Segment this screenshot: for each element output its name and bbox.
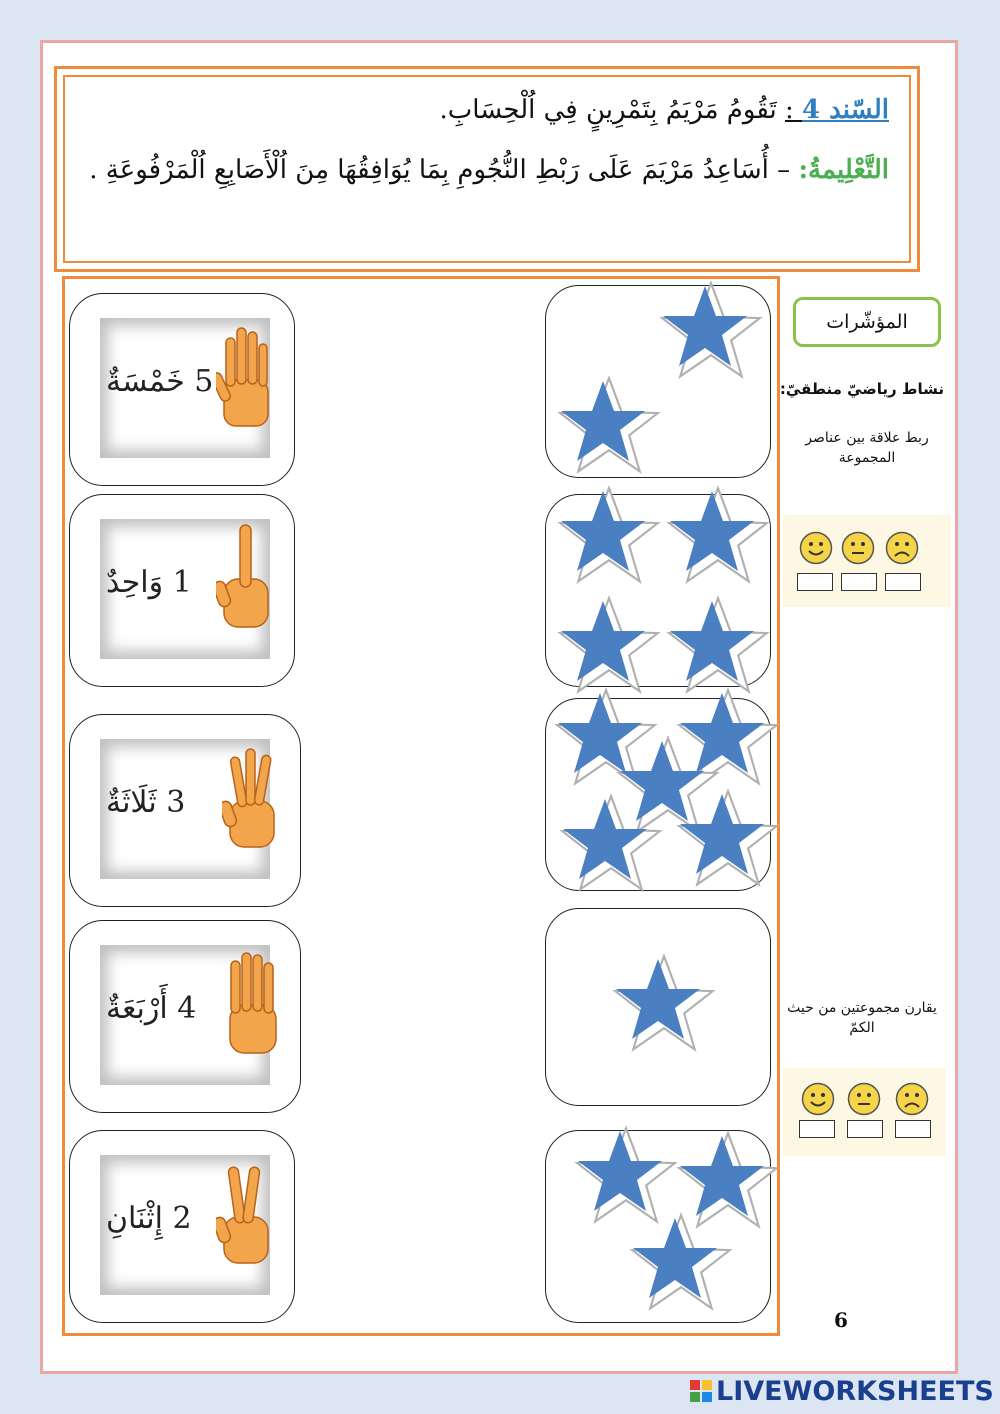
sanad-text: تَقُومُ مَرْيَمُ بِتَمْرِينٍ فِي اُلْحِسَابِ. [439, 95, 785, 125]
rating-checkbox[interactable] [841, 573, 877, 591]
star-card-four[interactable] [545, 494, 771, 687]
hand-card-label: 5 خَمْسَةٌ [106, 364, 214, 399]
hand-card-label: 1 وَاحِدٌ [106, 565, 192, 600]
rating-checkbox[interactable] [847, 1120, 883, 1138]
instruction-label: التَّعْلِيمةُ: [798, 155, 889, 185]
happy-face-icon[interactable] [801, 1082, 835, 1116]
star-card-five[interactable] [545, 698, 771, 891]
sanad-label: السّند 4 [802, 95, 889, 125]
instruction-box [54, 66, 920, 272]
hand-two-icon [216, 1157, 276, 1267]
star-card-three[interactable] [545, 1130, 771, 1323]
hand-four-icon [222, 947, 282, 1057]
hand-three-icon [222, 741, 282, 851]
hand-card-label: 3 ثَلَاثَةٌ [106, 785, 186, 820]
neutral-face-icon[interactable] [841, 531, 875, 565]
star-card-one[interactable] [545, 908, 771, 1106]
rating-scale-two [783, 1068, 946, 1156]
criterion-one: ربط علاقة بين عناصر المجموعة [783, 420, 951, 498]
happy-face-icon[interactable] [799, 531, 833, 565]
hand-card-label: 4 أَرْبَعَةٌ [106, 991, 197, 1026]
hand-one-icon [216, 521, 276, 631]
rating-checkbox[interactable] [797, 573, 833, 591]
hand-card-two[interactable] [69, 1130, 295, 1323]
hand-card-three[interactable] [69, 714, 301, 907]
hand-card-four[interactable] [69, 920, 301, 1113]
instruction-line [89, 155, 889, 185]
activity-label: نشاط رياضيّ منطقيّ: [779, 380, 944, 398]
sad-face-icon[interactable] [885, 531, 919, 565]
hand-card-label: 2 إِثْنَانِ [106, 1201, 192, 1236]
rating-checkbox[interactable] [885, 573, 921, 591]
hand-card-five[interactable] [69, 293, 295, 486]
sanad-line [440, 95, 889, 125]
page-number: 6 [834, 1308, 848, 1332]
instruction-text: – أُسَاعِدُ مَرْيَمَ عَلَى رَبْطِ النُّجُومِ بِمَا يُوَافِقُهَا مِنَ اُلْأَصَابِعِ اُلْمَرْفُوعَةِ . [89, 155, 799, 185]
sanad-colon: : [784, 95, 803, 125]
indicators-title: المؤشّرات [793, 297, 941, 347]
rating-checkbox[interactable] [895, 1120, 931, 1138]
liveworksheets-logo-icon [690, 1380, 712, 1402]
sad-face-icon[interactable] [895, 1082, 929, 1116]
hand-five-icon [216, 320, 276, 430]
star-card-two[interactable] [545, 285, 771, 478]
hand-card-one[interactable] [69, 494, 295, 687]
criterion-two: يقارن مجموعتين من حيث الكمّ [783, 990, 941, 1062]
neutral-face-icon[interactable] [847, 1082, 881, 1116]
brand-wordmark[interactable]: LIVEWORKSHEETS [716, 1376, 994, 1407]
rating-scale-one [783, 515, 951, 607]
rating-checkbox[interactable] [799, 1120, 835, 1138]
